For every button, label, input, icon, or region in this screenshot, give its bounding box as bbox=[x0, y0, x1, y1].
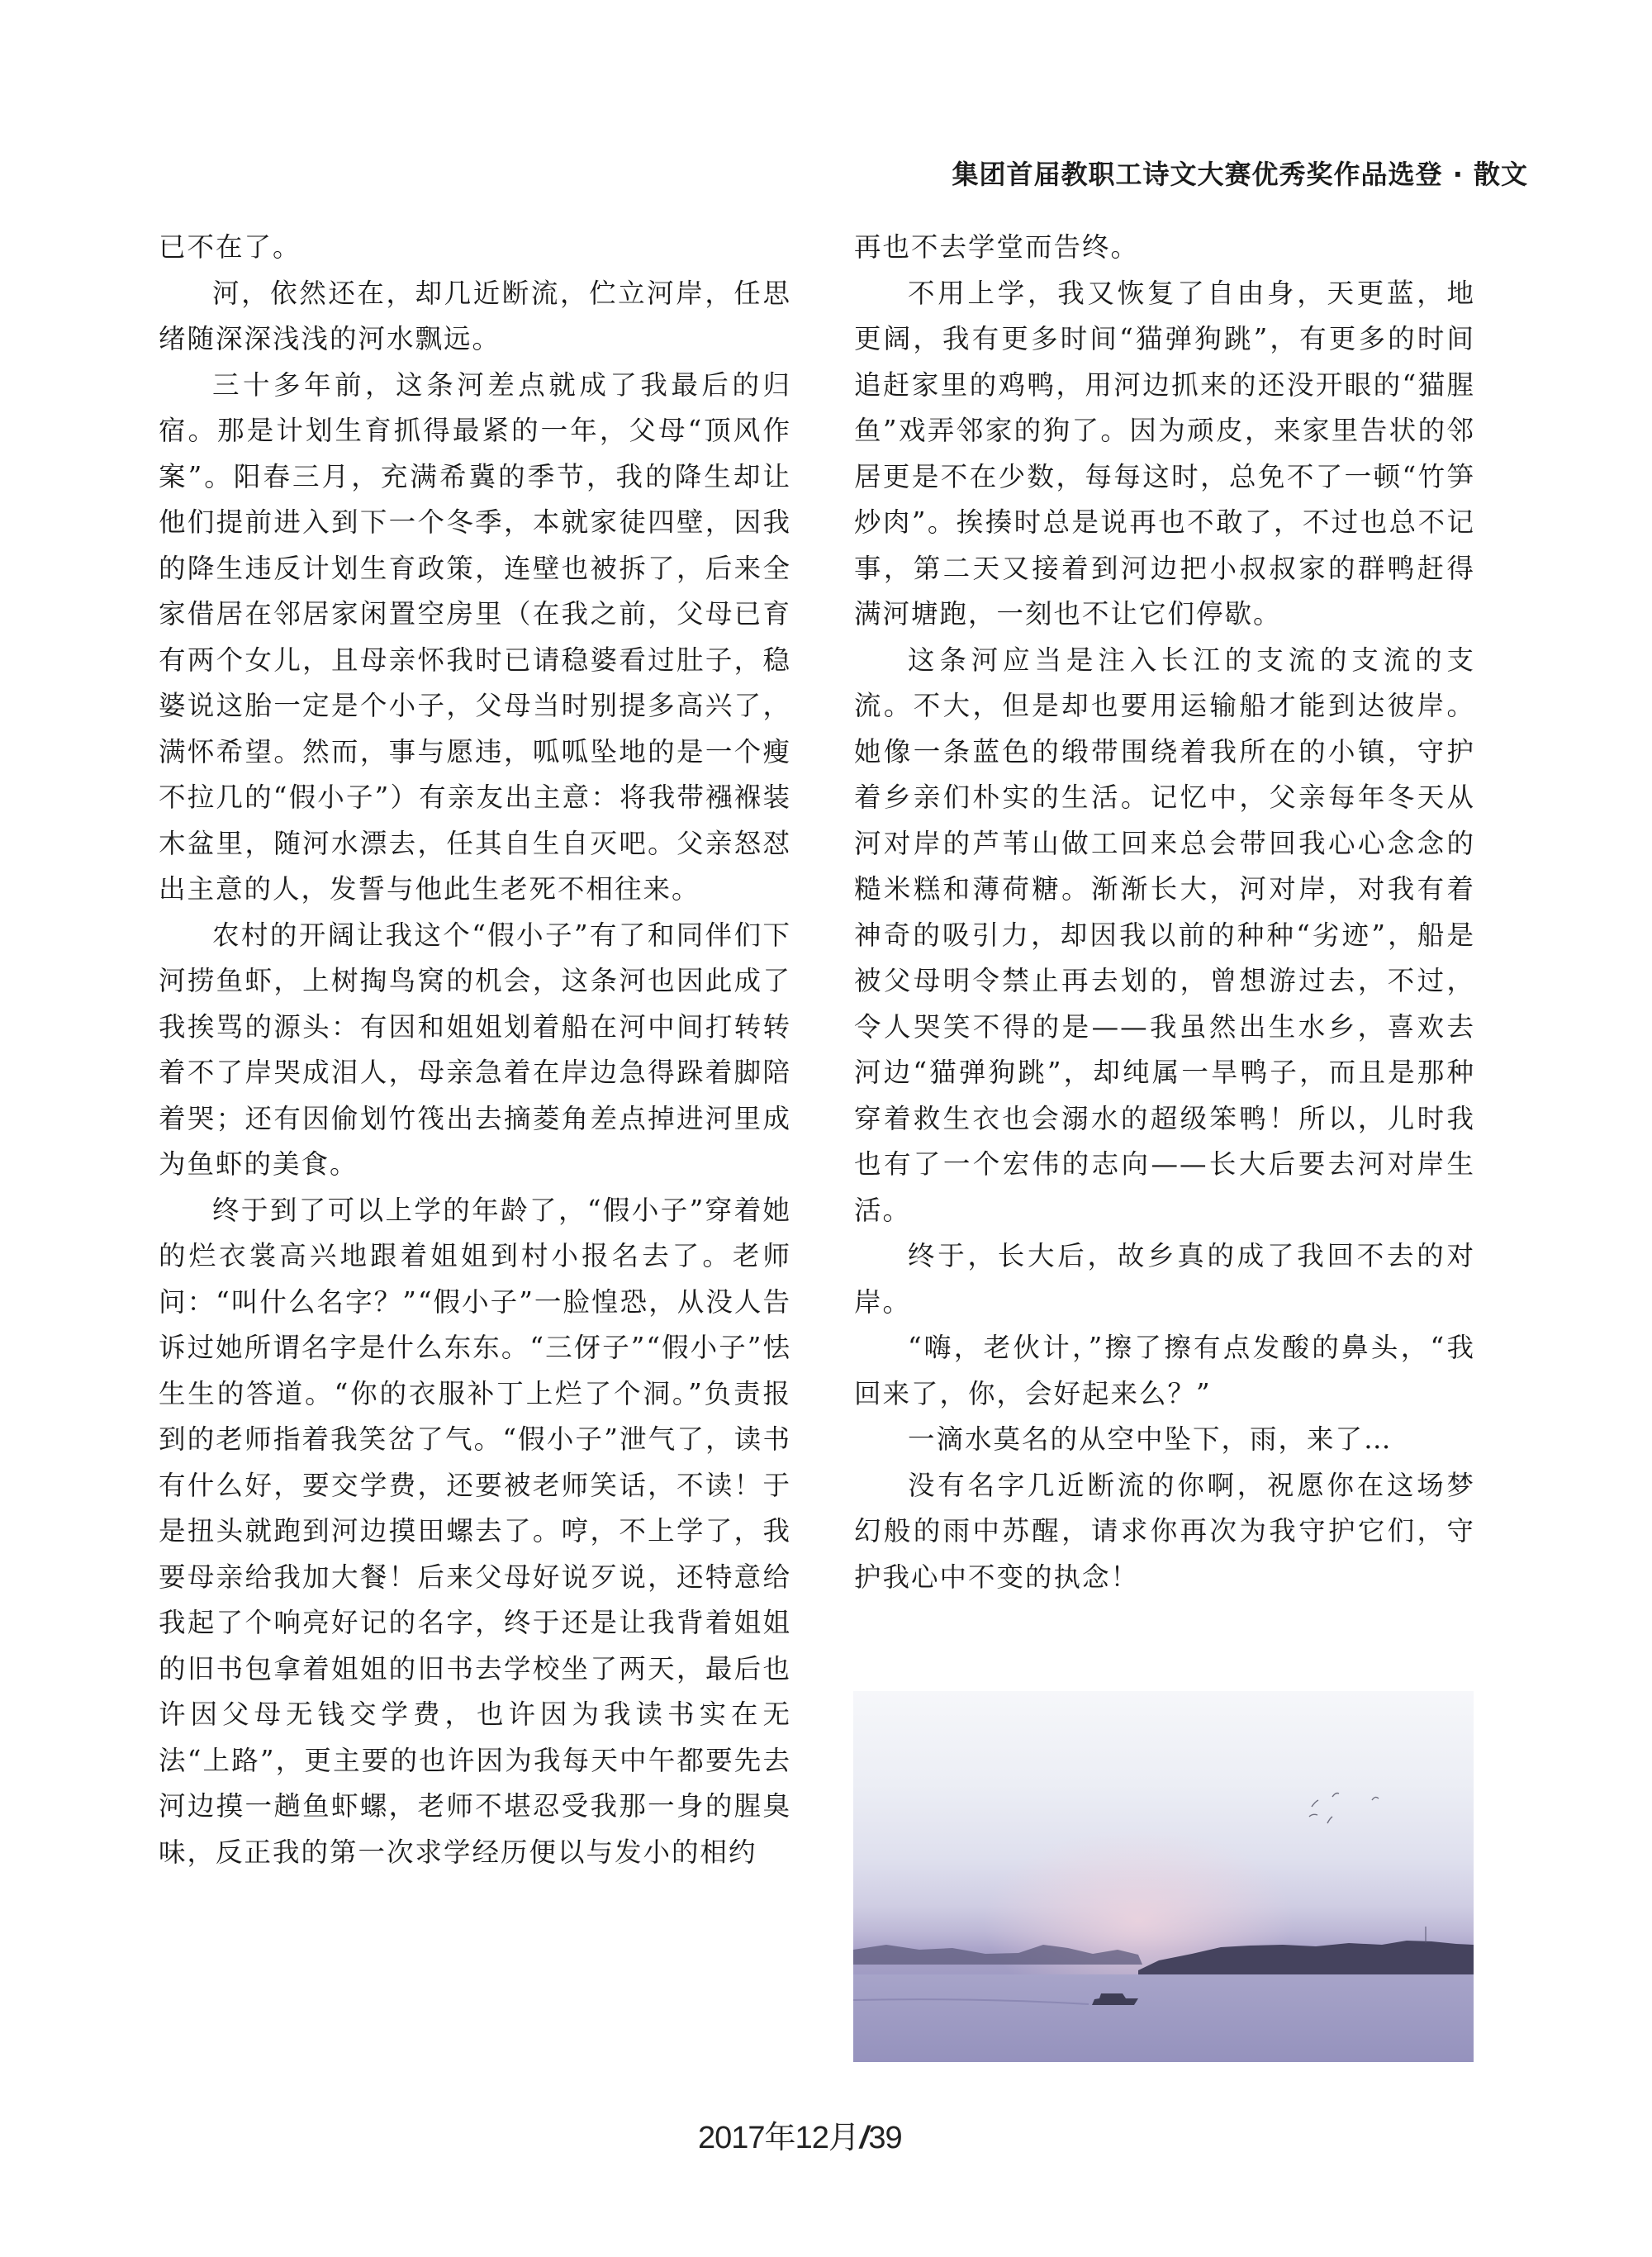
footer-month-unit: 月 bbox=[828, 2121, 859, 2155]
paragraph: 一滴水莫名的从空中坠下，雨，来了… bbox=[908, 1423, 1393, 1455]
footer-month: 12 bbox=[795, 2121, 828, 2155]
paragraph: 再也不去学堂而告终。 bbox=[854, 231, 1140, 263]
paragraph: 三十多年前，这条河差点就成了我最后的归宿。那是计划生育抓得最紧的一年，父母“顶风作案”。阳春三月，充满希冀的季节，我的降生却让他们提前进入到下一个冬季，本就家徒四壁，因我的降生违反计划生育政策，连壁也被拆了，后来全家借居在邻居家闲置空房里（在我之前，父母已育有两个女儿，且母亲怀我时已请稳婆看过肚子，稳婆说这胎一定是个小子，父母当时别提多高兴了，满怀希望。然而，事与愿违，呱呱坠地的是一个瘦不拉几的“假小子”）有亲友出主意：将我带襁褓装木盆里，随河水漂去，任其自生自灭吧。父亲怒怼出主意的人，发誓与他此生老死不相往来。 bbox=[159, 368, 791, 905]
footer-year-unit: 年 bbox=[764, 2121, 795, 2155]
lake-water bbox=[853, 1974, 1474, 2062]
paragraph: “嗨，老伙计，”擦了擦有点发酸的鼻头，“我回来了，你，会好起来么？” bbox=[854, 1332, 1475, 1409]
page-number: 39 bbox=[868, 2121, 902, 2155]
footer-year: 2017 bbox=[698, 2121, 765, 2155]
paragraph: 不用上学，我又恢复了自由身，天更蓝，地更阔，我有更多时间“猫弹狗跳”，有更多的时间追赶家里的鸡鸭，用河边抓来的还没开眼的“猫腥鱼”戏弄邻家的狗了。因为顽皮，来家里告状的邻居更是不在少数，每每这时，总免不了一顿“竹笋炒肉”。挨揍时总是说再也不敢了，不过也总不记事，第二天又接着到河边把小叔叔家的群鸭赶得满河塘跑，一刻也不让它们停歇。 bbox=[854, 277, 1475, 630]
right-column bbox=[854, 225, 1475, 1600]
paragraph: 这条河应当是注入长江的支流的支流的支流。不大，但是却也要用运输船才能到达彼岸。她像一条蓝色的缎带围绕着我所在的小镇，守护着乡亲们朴实的生活。记忆中，父亲每年冬天从河对岸的芦苇山做工回来总会带回我心心念念的糙米糕和薄荷糖。渐渐长大，河对岸，对我有着神奇的吸引力，却因我以前的种种“劣迹”，船是被父母明令禁止再去划的，曾想游过去，不过，令人哭笑不得的是——我虽然出生水乡，喜欢去河边“猫弹狗跳”，却纯属一旱鸭子，而且是那种穿着救生衣也会溺水的超级笨鸭！所以，儿时我也有了一个宏伟的志向——长大后要去河对岸生活。 bbox=[854, 644, 1475, 1226]
paragraph: 已不在了。 bbox=[159, 231, 301, 263]
footer-separator: / bbox=[859, 2121, 868, 2155]
lake-photo bbox=[853, 1691, 1474, 2062]
lake-scene-illustration bbox=[853, 1691, 1474, 2062]
page-footer bbox=[698, 2112, 902, 2157]
paragraph: 终于到了可以上学的年龄了，“假小子”穿着她的烂衣裳高兴地跟着姐姐到村小报名去了。老师问：“叫什么名字？”“假小子”一脸惶恐，从没人告诉过她所谓名字是什么东东。“三伢子”“假小子”怯生生的答道。“你的衣服补丁上烂了个洞。”负责报到的老师指着我笑岔了气。“假小子”泄气了，读书有什么好，要交学费，还要被老师笑话，不读！于是扭头就跑到河边摸田螺去了。哼，不上学了，我要母亲给我加大餐！后来父母好说歹说，还特意给我起了个响亮好记的名字，终于还是让我背着姐姐的旧书包拿着姐姐的旧书去学校坐了两天，最后也许因父母无钱交学费，也许因为我读书实在无法“上路”，更主要的也许因为我每天中午都要先去河边摸一趟鱼虾螺，老师不堪忍受我那一身的腥臭味，反正我的第一次求学经历便以与发小的相约 bbox=[159, 1194, 791, 1868]
paragraph: 没有名字几近断流的你啊，祝愿你在这场梦幻般的雨中苏醒，请求你再次为我守护它们，守护我心中不变的执念！ bbox=[854, 1469, 1475, 1593]
paragraph: 河，依然还在，却几近断流，伫立河岸，任思绪随深深浅浅的河水飘远。 bbox=[159, 277, 791, 354]
paragraph: 农村的开阔让我这个“假小子”有了和同伴们下河捞鱼虾，上树掏鸟窝的机会，这条河也因此成了我挨骂的源头：有因和姐姐划着船在河中间打转转着不了岸哭成泪人，母亲急着在岸边急得跺着脚陪着哭；还有因偷划竹筏出去摘菱角差点掉进河里成为鱼虾的美食。 bbox=[159, 919, 791, 1180]
running-header: 集团首届教职工诗文大赛优秀奖作品选登 · 散文 bbox=[952, 159, 1528, 190]
paragraph: 终于，长大后，故乡真的成了我回不去的对岸。 bbox=[854, 1240, 1475, 1318]
left-column bbox=[159, 225, 791, 1875]
